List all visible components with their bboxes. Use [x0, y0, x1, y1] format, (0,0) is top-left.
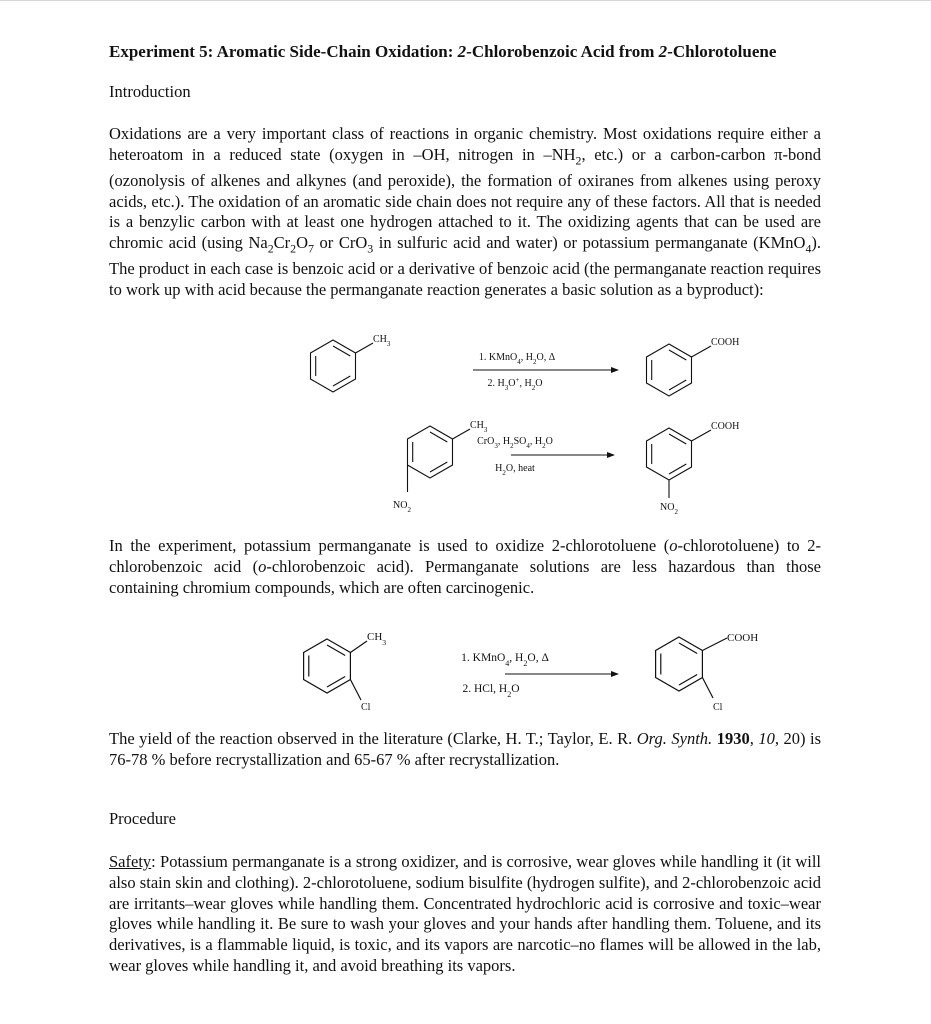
nitrotoluene-no2-label: $NO_2$ — [393, 500, 411, 514]
toluene-ch3-label: $CH_3$ — [373, 334, 391, 348]
chlorotoluene-cl-label: Cl — [361, 702, 371, 713]
chlorotoluene-ch3-label: $CH_3$ — [367, 631, 387, 647]
reaction1-condition-2: 2. $H_3O^+$, $H_2O$ — [487, 376, 543, 392]
toluene-structure — [311, 334, 391, 392]
nitrobenzoic-acid-structure — [647, 421, 740, 516]
procedure-heading: Procedure — [109, 809, 176, 828]
top-border — [0, 0, 931, 1]
reaction-scheme-2 — [259, 626, 819, 716]
reaction1-condition-1: 1. KMnO$_4$, $H_2O$, Δ — [478, 352, 556, 366]
reaction2-condition-1: CrO$_3$, $H_2SO_4$, $H_2O$ — [477, 436, 553, 450]
chlorobenzoic-cooh-label: COOH — [727, 632, 759, 644]
reaction-scheme-1 — [289, 330, 789, 530]
chlorobenzoic-acid-structure — [656, 632, 759, 713]
safety-text: : Potassium permanganate is a strong oxidizer, and is corrosive, wear gloves while handling it (it will also stain skin and clothing). 2-chlorotoluene, sodium bisulfite (hydrogen sulfite), and 2-chlorobenzoic acid are irritants–wear gloves while handling them. Concentrated hydrochloric acid is corrosive and toxic–wear gloves while handling it. Be sure to wash your gloves and your hands after handling them. Toluene, and its derivatives, is a flammable liquid, is toxic, and its vapors are narcotic–no flames will be allowed in the lab, wear gloves while handling it, and avoid breathing its vapors. — [109, 852, 821, 975]
chlorotoluene-structure — [304, 631, 387, 713]
reaction2-condition-2: $H_2O$, heat — [495, 463, 535, 477]
introduction-paragraph: Oxidations are a very important class of reactions in organic chemistry. Most oxidations require either a heteroatom in a reduced state (oxygen in –OH, nitrogen in $-NH_2$, etc.) or a carbon-carbon π-bond (ozonolysis of alkenes and alkynes (and peroxide), the formation of oxiranes from alkenes using peroxy acids, etc.). The oxidation of an aromatic side chain does not require any of these factors. All that is needed is a benzylic carbon with at least one hydrogen attached to it. The oxidizing agents that can be used are chromic acid (using $Na_2Cr_2O_7$ or CrO$_3$ in sulfuric acid and water) or potassium permanganate (KMnO$_4$). The product in each case is benzoic acid or a derivative of benzoic acid (the permanganate reaction requires to work up with acid because the permanganate reaction generates a basic solution as a byproduct): — [109, 124, 821, 300]
nitrotoluene-ch3-label: $CH_3$ — [470, 420, 488, 434]
benzoic-acid-structure — [647, 337, 740, 396]
nitrobenzoic-cooh-label: COOH — [711, 421, 740, 432]
scheme2-condition-1: 1. KMnO$_4$, $H_2O$, Δ — [461, 652, 549, 668]
safety-paragraph — [109, 852, 821, 977]
experiment-paragraph: In the experiment, potassium permanganate is used to oxidize 2-chlorotoluene (o-chlorotoluene) to 2-chlorobenzoic acid (o-chlorobenzoic acid). Permanganate solutions are less hazardous than those containing chromium compounds, which are often carcinogenic. — [109, 536, 821, 597]
introduction-heading: Introduction — [109, 82, 191, 101]
nitrobenzoic-no2-label: $NO_2$ — [660, 502, 678, 516]
page-title: Experiment 5: Aromatic Side-Chain Oxidation: 2-Chlorobenzoic Acid from 2-Chlorotoluene — [109, 42, 777, 61]
benzoic-cooh-label: COOH — [711, 337, 740, 348]
safety-label: Safety — [109, 852, 152, 871]
yield-paragraph: The yield of the reaction observed in the literature (Clarke, H. T.; Taylor, E. R. Org. Synth. 1930, 10, 20) is 76-78 % before recrystallization and 65-67 % after recrystallization. — [109, 729, 822, 769]
scheme2-condition-2: 2. HCl, $H_2O$ — [462, 683, 520, 699]
nitrotoluene-structure — [393, 420, 488, 514]
chlorobenzoic-cl-label: Cl — [713, 702, 723, 713]
